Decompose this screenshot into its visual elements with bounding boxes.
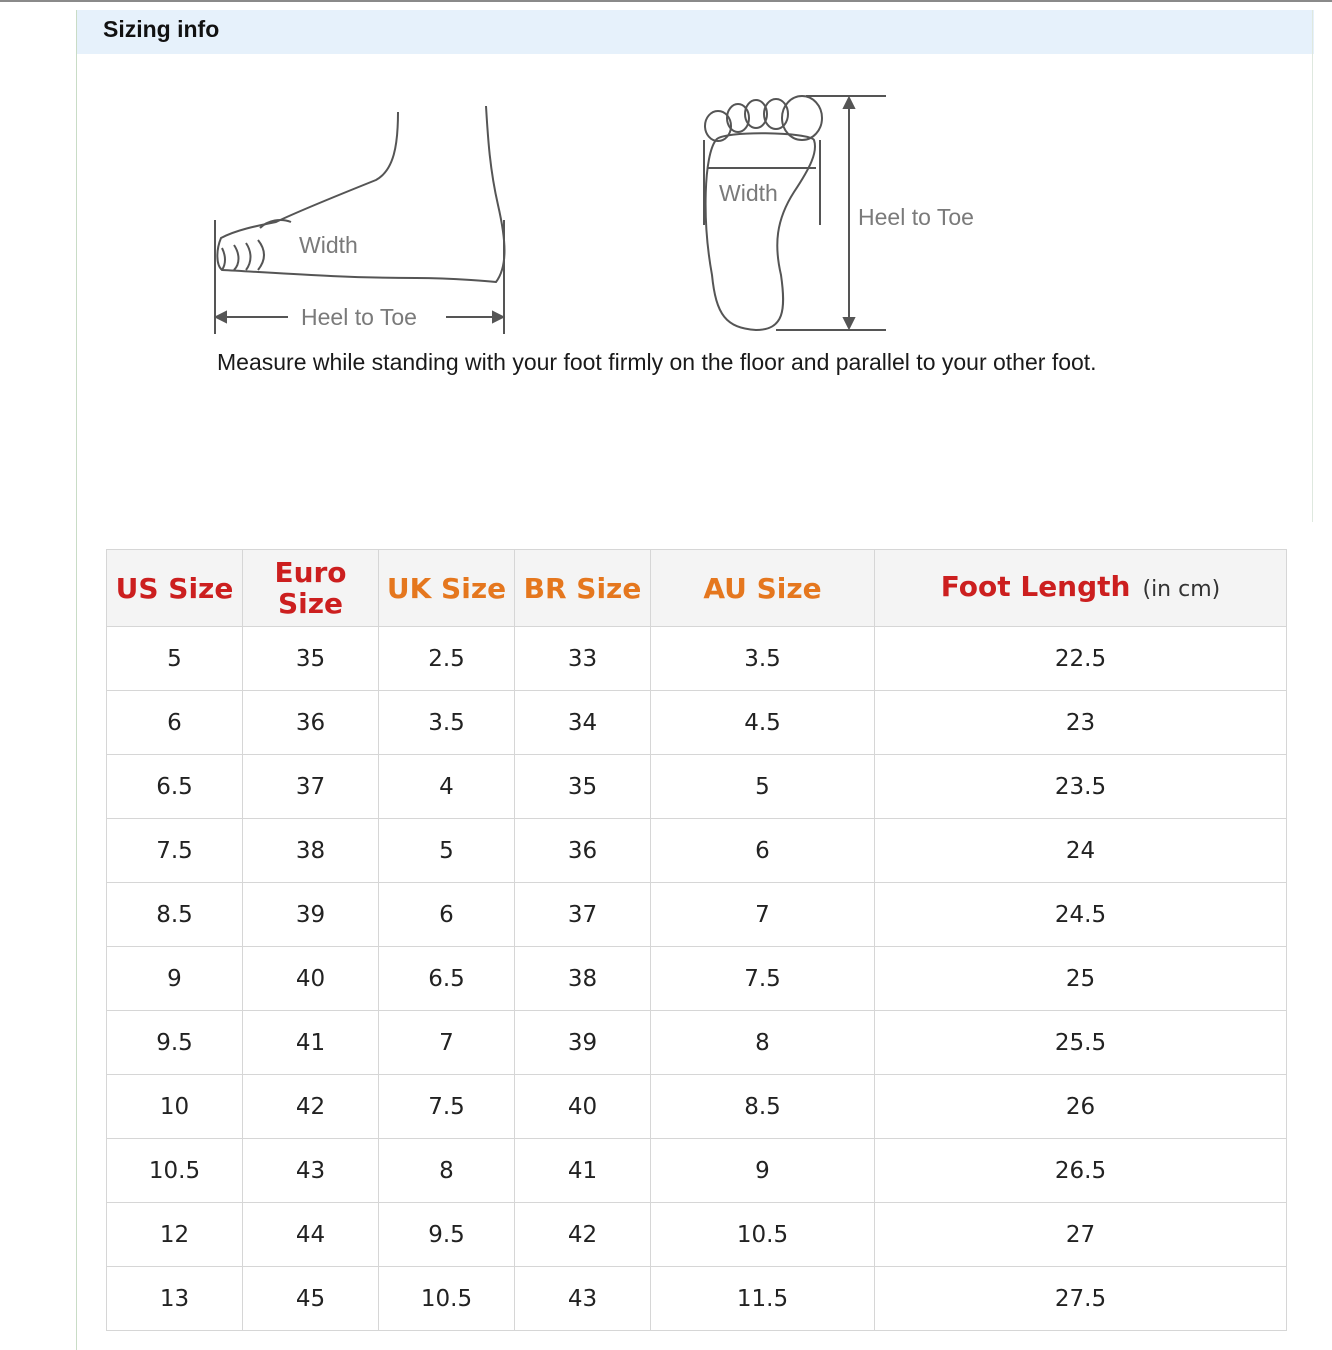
side-length-label: Heel to Toe	[301, 304, 417, 330]
table-row	[107, 627, 1287, 691]
table-row	[107, 691, 1287, 755]
br-size-cell: 41	[515, 1139, 651, 1203]
uk-size-cell: 10.5	[379, 1267, 515, 1331]
foot-length-cell: 26	[875, 1075, 1287, 1139]
us-size-cell: 7.5	[107, 819, 243, 883]
euro-size-cell: 38	[243, 819, 379, 883]
uk-size-cell: 5	[379, 819, 515, 883]
us-size-cell: 13	[107, 1267, 243, 1331]
uk-size-cell: 2.5	[379, 627, 515, 691]
panel-title: Sizing info	[103, 16, 220, 42]
us-size-cell: 9	[107, 947, 243, 1011]
us-size-cell: 8.5	[107, 883, 243, 947]
top-width-label: Width	[719, 180, 778, 206]
col-au-size: AU Size	[651, 550, 875, 627]
au-size-cell: 10.5	[651, 1203, 875, 1267]
br-size-cell: 33	[515, 627, 651, 691]
au-size-cell: 3.5	[651, 627, 875, 691]
table-row	[107, 1203, 1287, 1267]
measure-instruction: Measure while standing with your foot firmly on the floor and parallel to your other foot.	[217, 349, 1097, 375]
table-row	[107, 947, 1287, 1011]
br-size-cell: 40	[515, 1075, 651, 1139]
au-size-cell: 8	[651, 1011, 875, 1075]
euro-size-cell: 37	[243, 755, 379, 819]
au-size-cell: 11.5	[651, 1267, 875, 1331]
br-size-cell: 34	[515, 691, 651, 755]
us-size-cell: 10	[107, 1075, 243, 1139]
col-euro-line1: Euro	[274, 556, 347, 589]
side-view-foot-icon	[217, 106, 504, 282]
br-size-cell: 43	[515, 1267, 651, 1331]
col-us-size: US Size	[107, 550, 243, 627]
euro-size-cell: 42	[243, 1075, 379, 1139]
foot-length-cell: 25.5	[875, 1011, 1287, 1075]
uk-size-cell: 8	[379, 1139, 515, 1203]
euro-size-cell: 36	[243, 691, 379, 755]
us-size-cell: 6.5	[107, 755, 243, 819]
col-br-size: BR Size	[515, 550, 651, 627]
us-size-cell: 12	[107, 1203, 243, 1267]
col-euro-line2: Size	[277, 587, 344, 620]
foot-length-cell: 26.5	[875, 1139, 1287, 1203]
foot-measure-diagram	[76, 60, 1314, 380]
table-header-row	[107, 550, 1287, 627]
euro-size-cell: 40	[243, 947, 379, 1011]
side-width-label: Width	[299, 232, 358, 258]
foot-length-cell: 23	[875, 691, 1287, 755]
foot-length-cell: 24.5	[875, 883, 1287, 947]
table-row	[107, 819, 1287, 883]
foot-length-cell: 25	[875, 947, 1287, 1011]
panel-header	[77, 10, 1314, 54]
br-size-cell: 36	[515, 819, 651, 883]
uk-size-cell: 7.5	[379, 1075, 515, 1139]
uk-size-cell: 6.5	[379, 947, 515, 1011]
br-size-cell: 38	[515, 947, 651, 1011]
uk-size-cell: 9.5	[379, 1203, 515, 1267]
top-view-foot-icon	[705, 96, 822, 330]
au-size-cell: 6	[651, 819, 875, 883]
foot-length-cell: 22.5	[875, 627, 1287, 691]
uk-size-cell: 3.5	[379, 691, 515, 755]
table-row	[107, 1139, 1287, 1203]
au-size-cell: 5	[651, 755, 875, 819]
uk-size-cell: 7	[379, 1011, 515, 1075]
euro-size-cell: 44	[243, 1203, 379, 1267]
euro-size-cell: 35	[243, 627, 379, 691]
br-size-cell: 35	[515, 755, 651, 819]
top-rule	[0, 0, 1332, 2]
table-row	[107, 1075, 1287, 1139]
au-size-cell: 4.5	[651, 691, 875, 755]
foot-length-cell: 23.5	[875, 755, 1287, 819]
table-row	[107, 883, 1287, 947]
au-size-cell: 7.5	[651, 947, 875, 1011]
size-chart-table	[106, 549, 1287, 1331]
us-size-cell: 9.5	[107, 1011, 243, 1075]
au-size-cell: 8.5	[651, 1075, 875, 1139]
br-size-cell: 39	[515, 1011, 651, 1075]
col-foot-length	[875, 550, 1287, 627]
uk-size-cell: 6	[379, 883, 515, 947]
br-size-cell: 42	[515, 1203, 651, 1267]
br-size-cell: 37	[515, 883, 651, 947]
euro-size-cell: 45	[243, 1267, 379, 1331]
au-size-cell: 7	[651, 883, 875, 947]
size-table-body	[107, 627, 1287, 1331]
uk-size-cell: 4	[379, 755, 515, 819]
col-foot-length-label: Foot Length	[940, 570, 1131, 603]
foot-diagram-svg	[76, 60, 1314, 350]
euro-size-cell: 39	[243, 883, 379, 947]
foot-length-cell: 24	[875, 819, 1287, 883]
euro-size-cell: 43	[243, 1139, 379, 1203]
au-size-cell: 9	[651, 1139, 875, 1203]
top-length-label: Heel to Toe	[858, 204, 974, 230]
table-row	[107, 1267, 1287, 1331]
col-uk-size: UK Size	[379, 550, 515, 627]
us-size-cell: 10.5	[107, 1139, 243, 1203]
foot-length-cell: 27.5	[875, 1267, 1287, 1331]
euro-size-cell: 41	[243, 1011, 379, 1075]
col-euro-size	[243, 550, 379, 627]
table-row	[107, 755, 1287, 819]
col-foot-length-unit: (in cm)	[1142, 577, 1221, 602]
foot-length-cell: 27	[875, 1203, 1287, 1267]
us-size-cell: 5	[107, 627, 243, 691]
us-size-cell: 6	[107, 691, 243, 755]
table-row	[107, 1011, 1287, 1075]
